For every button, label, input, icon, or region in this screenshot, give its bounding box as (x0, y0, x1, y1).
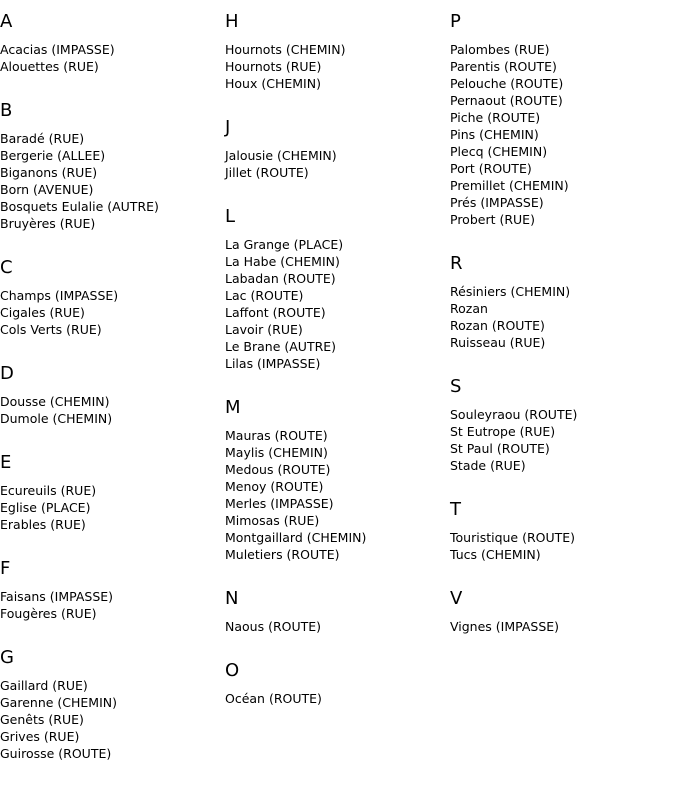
list-item (225, 236, 450, 253)
street-link[interactable]: Prés (IMPASSE) (450, 195, 544, 210)
street-link[interactable]: Vignes (IMPASSE) (450, 619, 560, 634)
street-link[interactable]: La Grange (PLACE) (225, 237, 344, 252)
list-item (450, 177, 675, 194)
street-list (225, 236, 450, 372)
list-item (225, 147, 450, 164)
street-link[interactable]: Hournots (CHEMIN) (225, 42, 346, 57)
list-item (0, 41, 225, 58)
letter-group-g (0, 647, 225, 762)
street-link[interactable]: Premillet (CHEMIN) (450, 178, 569, 193)
list-item (450, 440, 675, 457)
list-item (0, 130, 225, 147)
street-link[interactable]: Pernaout (ROUTE) (450, 93, 563, 108)
list-item (450, 618, 675, 635)
street-link[interactable]: Merles (IMPASSE) (225, 496, 334, 511)
list-item (225, 461, 450, 478)
street-link[interactable]: Genêts (RUE) (0, 712, 84, 727)
street-link[interactable]: Eglise (PLACE) (0, 500, 91, 515)
street-link[interactable]: Garenne (CHEMIN) (0, 695, 118, 710)
street-link[interactable]: Cigales (RUE) (0, 305, 85, 320)
group-spacer (0, 622, 225, 636)
list-item (450, 126, 675, 143)
list-item (0, 677, 225, 694)
list-item (0, 516, 225, 533)
group-spacer (450, 351, 675, 365)
letter-heading: H (225, 11, 239, 32)
list-item (225, 529, 450, 546)
letter-group-c (0, 257, 225, 338)
street-link[interactable]: Medous (ROUTE) (225, 462, 331, 477)
street-link[interactable]: Probert (RUE) (450, 212, 535, 227)
street-link[interactable]: Naous (ROUTE) (225, 619, 322, 634)
street-link[interactable]: Houx (CHEMIN) (225, 76, 321, 91)
letter-heading: D (0, 363, 14, 384)
list-item (450, 211, 675, 228)
street-link[interactable]: Dousse (CHEMIN) (0, 394, 110, 409)
list-item (0, 711, 225, 728)
letter-heading: S (450, 376, 462, 397)
street-list (0, 393, 225, 427)
letter-group-e (0, 452, 225, 533)
list-item (225, 338, 450, 355)
list-item (225, 253, 450, 270)
list-item (225, 478, 450, 495)
list-item (225, 164, 450, 181)
index-column-3 (450, 0, 675, 649)
street-list (0, 482, 225, 533)
letter-heading: F (0, 558, 11, 579)
street-list (450, 283, 675, 351)
list-item (225, 355, 450, 372)
street-link[interactable]: Cols Verts (RUE) (0, 322, 102, 337)
list-item (450, 423, 675, 440)
list-item (0, 482, 225, 499)
letter-group-b (0, 100, 225, 232)
list-item (0, 588, 225, 605)
street-list (225, 690, 450, 707)
street-link[interactable]: Ecureuils (RUE) (0, 483, 97, 498)
street-list (450, 41, 675, 228)
letter-group-n (225, 588, 450, 635)
street-link[interactable]: Rozan (ROUTE) (450, 318, 545, 333)
group-spacer (450, 635, 675, 649)
list-item (0, 215, 225, 232)
street-link[interactable]: Stade (RUE) (450, 458, 526, 473)
street-link[interactable]: Guirosse (ROUTE) (0, 746, 112, 761)
letter-group-m (225, 397, 450, 563)
street-link[interactable]: Champs (IMPASSE) (0, 288, 119, 303)
street-list (450, 618, 675, 635)
list-item (0, 181, 225, 198)
street-link[interactable]: Océan (ROUTE) (225, 691, 322, 706)
street-link[interactable]: Maylis (CHEMIN) (225, 445, 328, 460)
street-link[interactable]: Biganons (RUE) (0, 165, 98, 180)
group-spacer (225, 707, 450, 721)
group-spacer (225, 181, 450, 195)
street-link[interactable]: Touristique (ROUTE) (450, 530, 576, 545)
list-item (0, 605, 225, 622)
letter-heading: L (225, 206, 236, 227)
letter-group-a (0, 11, 225, 75)
list-item (225, 304, 450, 321)
street-link[interactable]: Plecq (CHEMIN) (450, 144, 548, 159)
street-link[interactable]: Laffont (ROUTE) (225, 305, 326, 320)
street-link[interactable]: Le Brane (AUTRE) (225, 339, 337, 354)
list-item (0, 321, 225, 338)
list-item (450, 160, 675, 177)
list-item (450, 406, 675, 423)
street-list (0, 677, 225, 762)
street-link[interactable]: Mimosas (RUE) (225, 513, 320, 528)
street-link[interactable]: Hournots (RUE) (225, 59, 322, 74)
street-link[interactable]: Lac (ROUTE) (225, 288, 304, 303)
list-item (225, 546, 450, 563)
list-item (450, 317, 675, 334)
street-link[interactable]: Montgaillard (CHEMIN) (225, 530, 367, 545)
list-item (0, 287, 225, 304)
street-link[interactable]: Tucs (CHEMIN) (450, 547, 541, 562)
group-spacer (0, 762, 225, 776)
street-list (450, 406, 675, 474)
list-item (225, 444, 450, 461)
group-spacer (0, 232, 225, 246)
letter-group-o (225, 660, 450, 707)
letter-heading: N (225, 588, 239, 609)
letter-heading: R (450, 253, 463, 274)
street-link[interactable]: Muletiers (ROUTE) (225, 547, 340, 562)
list-item (225, 512, 450, 529)
list-item (0, 304, 225, 321)
street-link[interactable]: Bosquets Eulalie (AUTRE) (0, 199, 159, 214)
list-item (225, 690, 450, 707)
street-link[interactable]: Rozan (450, 301, 488, 316)
street-link[interactable]: Jalousie (CHEMIN) (225, 148, 337, 163)
street-list (225, 618, 450, 635)
list-item (450, 41, 675, 58)
street-link[interactable]: Lilas (IMPASSE) (225, 356, 321, 371)
street-link[interactable]: Pins (CHEMIN) (450, 127, 539, 142)
list-item (0, 745, 225, 762)
street-link[interactable]: Menoy (ROUTE) (225, 479, 324, 494)
street-link[interactable]: Faisans (IMPASSE) (0, 589, 114, 604)
letter-heading: G (0, 647, 14, 668)
list-item (0, 198, 225, 215)
list-item (225, 58, 450, 75)
letter-group-s (450, 376, 675, 474)
list-item (0, 410, 225, 427)
street-list (0, 41, 225, 75)
list-item (450, 457, 675, 474)
list-item (450, 75, 675, 92)
letter-group-j (225, 117, 450, 181)
letter-heading: B (0, 100, 13, 121)
list-item (0, 499, 225, 516)
letter-heading: A (0, 11, 13, 32)
street-link[interactable]: La Habe (CHEMIN) (225, 254, 340, 269)
group-spacer (225, 372, 450, 386)
street-link[interactable]: St Paul (ROUTE) (450, 441, 550, 456)
list-item (225, 427, 450, 444)
street-link[interactable]: Grives (RUE) (0, 729, 80, 744)
street-link[interactable]: Gaillard (RUE) (0, 678, 88, 693)
street-link[interactable]: Port (ROUTE) (450, 161, 532, 176)
street-link[interactable]: Piche (ROUTE) (450, 110, 541, 125)
group-spacer (450, 474, 675, 488)
street-link[interactable]: Fougères (RUE) (0, 606, 97, 621)
index-column-2 (225, 0, 450, 721)
street-list (225, 41, 450, 92)
letter-heading: P (450, 11, 461, 32)
street-link[interactable]: Palombes (RUE) (450, 42, 550, 57)
group-spacer (0, 338, 225, 352)
list-item (225, 41, 450, 58)
street-list (225, 147, 450, 181)
letter-heading: V (450, 588, 463, 609)
list-item (450, 109, 675, 126)
letter-heading: M (225, 397, 241, 418)
group-spacer (225, 635, 450, 649)
group-spacer (0, 533, 225, 547)
letter-group-t (450, 499, 675, 563)
street-link[interactable]: Lavoir (RUE) (225, 322, 303, 337)
street-link[interactable]: Alouettes (RUE) (0, 59, 99, 74)
street-link[interactable]: Baradé (RUE) (0, 131, 85, 146)
list-item (0, 694, 225, 711)
list-item (450, 283, 675, 300)
letter-heading: O (225, 660, 240, 681)
list-item (450, 58, 675, 75)
group-spacer (225, 563, 450, 577)
street-link[interactable]: Mauras (ROUTE) (225, 428, 328, 443)
list-item (0, 58, 225, 75)
group-spacer (0, 75, 225, 89)
letter-heading: E (0, 452, 12, 473)
letter-group-h (225, 11, 450, 92)
list-item (450, 529, 675, 546)
street-link[interactable]: Dumole (CHEMIN) (0, 411, 113, 426)
street-list (0, 287, 225, 338)
letter-group-r (450, 253, 675, 351)
street-list (0, 588, 225, 622)
list-item (225, 287, 450, 304)
group-spacer (225, 92, 450, 106)
street-link[interactable]: St Eutrope (RUE) (450, 424, 556, 439)
street-link[interactable]: Souleyraou (ROUTE) (450, 407, 578, 422)
street-link[interactable]: Parentis (ROUTE) (450, 59, 557, 74)
street-link[interactable]: Résiniers (CHEMIN) (450, 284, 571, 299)
list-item (225, 270, 450, 287)
street-link[interactable]: Pelouche (ROUTE) (450, 76, 564, 91)
letter-group-d (0, 363, 225, 427)
group-spacer (0, 427, 225, 441)
list-item (450, 334, 675, 351)
group-spacer (450, 563, 675, 577)
list-item (450, 143, 675, 160)
list-item (450, 194, 675, 211)
letter-group-l (225, 206, 450, 372)
list-item (225, 495, 450, 512)
street-link[interactable]: Jillet (ROUTE) (225, 165, 309, 180)
street-list (0, 130, 225, 232)
letter-group-v (450, 588, 675, 635)
street-link[interactable]: Acacias (IMPASSE) (0, 42, 115, 57)
list-item (0, 164, 225, 181)
list-item (450, 546, 675, 563)
street-link[interactable]: Bergerie (ALLEE) (0, 148, 106, 163)
street-list (225, 427, 450, 563)
letter-heading: T (450, 499, 461, 520)
street-list (450, 529, 675, 563)
letter-heading: J (225, 117, 231, 138)
letter-group-p (450, 11, 675, 228)
list-item (225, 75, 450, 92)
letter-heading: C (0, 257, 13, 278)
letter-group-f (0, 558, 225, 622)
list-item (0, 393, 225, 410)
list-item (225, 618, 450, 635)
street-link[interactable]: Erables (RUE) (0, 517, 86, 532)
list-item (450, 92, 675, 109)
list-item (0, 728, 225, 745)
list-item (450, 300, 675, 317)
list-item (0, 147, 225, 164)
index-column-1 (0, 0, 225, 776)
list-item (225, 321, 450, 338)
street-link[interactable]: Born (AVENUE) (0, 182, 94, 197)
street-link[interactable]: Ruisseau (RUE) (450, 335, 546, 350)
group-spacer (450, 228, 675, 242)
street-link[interactable]: Bruyères (RUE) (0, 216, 96, 231)
street-link[interactable]: Labadan (ROUTE) (225, 271, 336, 286)
